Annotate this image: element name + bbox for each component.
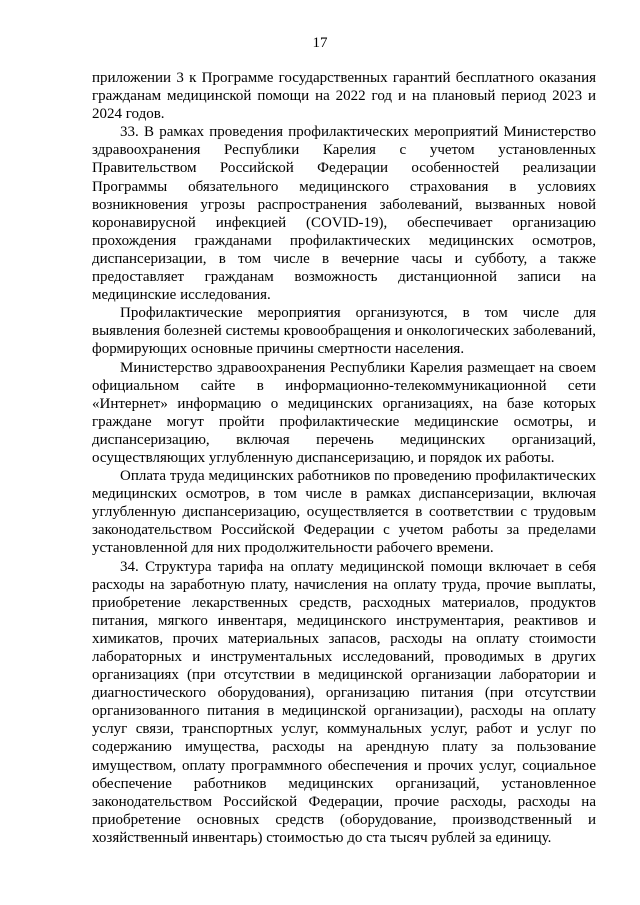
page-number: 17 [312, 35, 328, 51]
document-body [92, 69, 596, 847]
paragraph-ministry-website: Министерство здравоохранения Республики Карелия размещает на своем официальном сайте в информационно-телекоммуникационной сети «Интернет» информацию о медицинских организациях, на базе которых граждане могут пройти профилактические медицинские осмотры, и диспансеризацию, включая перечень медицинских организаций, осуществляющих углубленную диспансеризацию, и порядок их работы. [92, 359, 596, 466]
paragraph-preventive-measures: Профилактические мероприятия организуются, в том числе для выявления болезней системы кровообращения и онкологических заболеваний, формирующих основные причины смертности населения. [92, 305, 596, 358]
paragraph-payment-of-labor: Оплата труда медицинских работников по проведению профилактических медицинских осмотров, в том числе в рамках диспансеризации, включая углубленную диспансеризацию, осуществляется в соответствии с трудовым законодательством Российской Федерации с учетом работы за пределами установленной для них продолжительности рабочего времени. [92, 468, 596, 557]
paragraph-item-33: 33. В рамках проведения профилактических мероприятий Министерство здравоохранения Республики Карелия с учетом установленных Правительством Российской Федерации особенностей реализации Программы обязательного медицинского страхования в условиях возникновения угрозы распространения заболеваний, вызванных новой коронавирусной инфекцией (COVID-19), обеспечивает организацию прохождения гражданами профилактических медицинских осмотров, диспансеризации, в том числе в вечерние часы и субботу, а также предоставляет гражданам возможность дистанционной записи на медицинские исследования. [92, 124, 596, 304]
paragraph-item-34: 34. Структура тарифа на оплату медицинской помощи включает в себя расходы на заработную плату, начисления на оплату труда, прочие выплаты, приобретение лекарственных средств, расходных материалов, продуктов питания, мягкого инвентаря, медицинского инструментария, реактивов и химикатов, прочих материальных запасов, расходы на оплату стоимости лабораторных и инструментальных исследований, проводимых в других организациях (при отсутствии в медицинской организации лаборатории и диагностического оборудования), организацию питания (при отсутствии организованного питания в медицинской организации), расходы на оплату услуг связи, транспортных услуг, коммунальных услуг, работ и услуг по содержанию имущества, расходы на арендную плату за пользование имуществом, оплату программного обеспечения и прочих услуг, социальное обеспечение работников медицинских организаций, установленное законодательством Российской Федерации, прочие расходы, расходы на приобретение основных средств (оборудование, производственный и хозяйственный инвентарь) стоимостью до ста тысяч рублей за единицу. [92, 558, 596, 846]
paragraph-continuation: приложении 3 к Программе государственных гарантий бесплатного оказания гражданам медицинской помощи на 2022 год и на плановый период 2023 и 2024 годов. [92, 70, 596, 123]
